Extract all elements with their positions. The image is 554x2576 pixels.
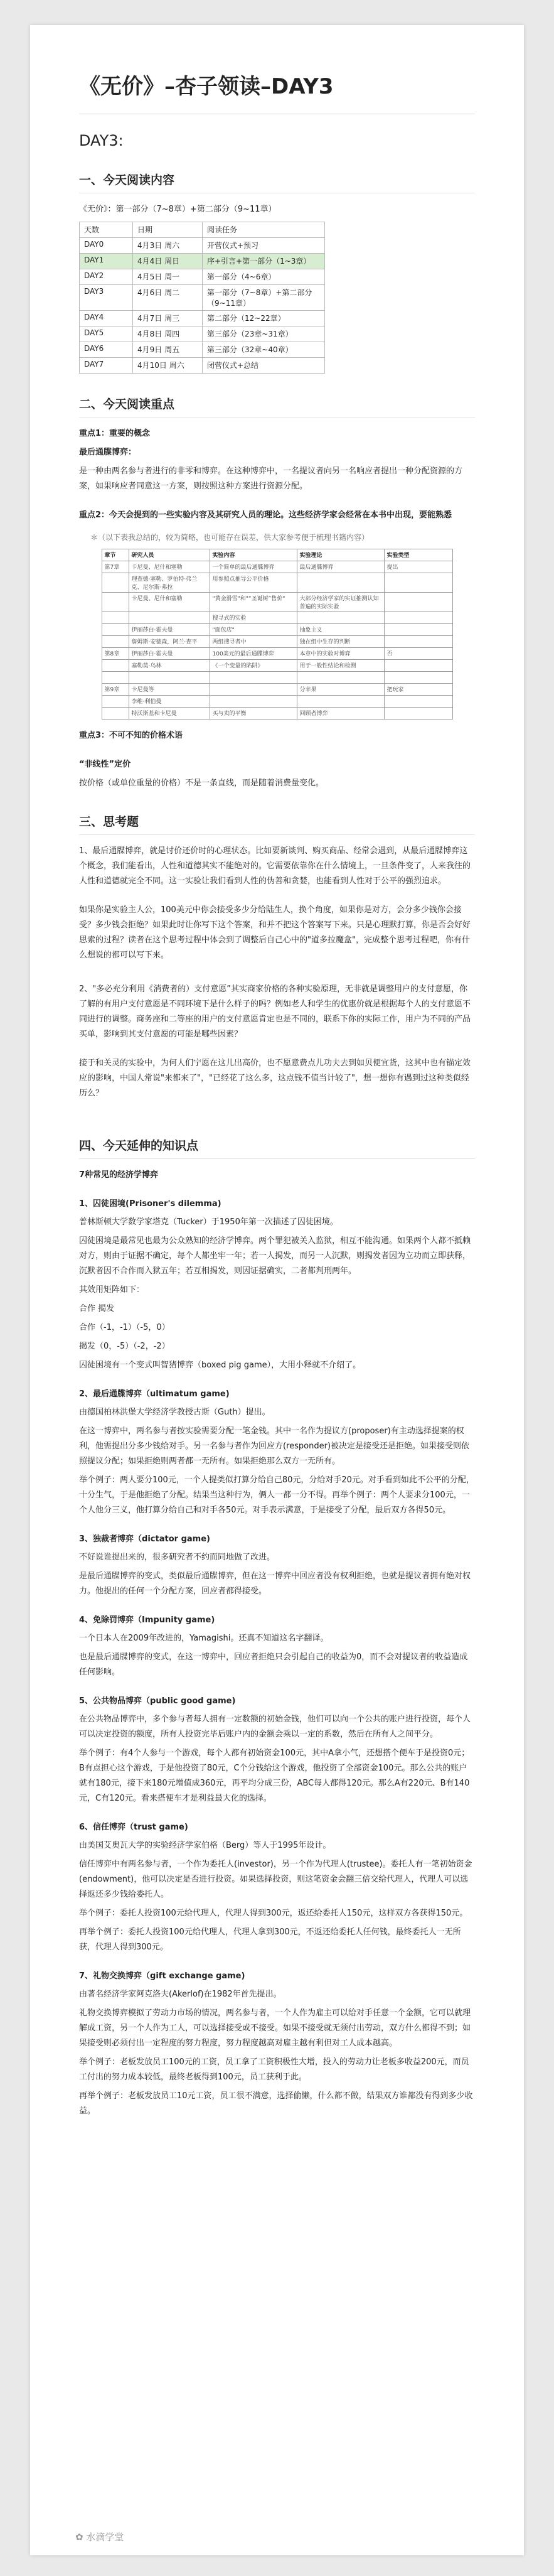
research-table-cell: 提出 bbox=[384, 561, 452, 573]
research-summary-table bbox=[102, 549, 453, 719]
row-task: 第三部分（23章~31章） bbox=[203, 326, 325, 342]
header-cell-task: 阅读任务 bbox=[203, 222, 325, 238]
research-table-cell: 理查德·塞勒、罗伯特·弗兰克、尼尔斯·弗拉 bbox=[129, 573, 210, 593]
header-cell-day: 天数 bbox=[80, 222, 133, 238]
focus-point-3-term: “非线性”定价 bbox=[79, 760, 131, 769]
research-table-cell bbox=[384, 636, 452, 648]
research-table-cell: 伊丽莎白·霍夫曼 bbox=[129, 648, 210, 660]
game-paragraph: 举个例子：有4个人参与一个游戏，每个人都有初始资金100元，其中A拿小气，还想搭个便车于是投资0元；B有点担心这个游戏，于是他投资了80元，C个分钱给这个游戏，他投资了全部资金100元。那么公共的账户就有180元，接下来180元增值成360元，再平均分成三份，ABC每人都得120元。那么A有220元、B有140元，C有120元。看来搭便车才是利益最大化的选择。 bbox=[79, 1749, 470, 1803]
research-table-row bbox=[102, 708, 452, 719]
page-title: 《无价》–杏子领读–DAY3 bbox=[79, 74, 334, 99]
research-table-cell bbox=[297, 696, 384, 708]
game-paragraph: 揭发（0，-5）（-2，-2） bbox=[79, 1342, 170, 1351]
game-item bbox=[79, 1969, 475, 2119]
focus-point-1-text: 是一种由两名参与者进行的非零和博弈。在这种博弈中，一名提议者向另一名响应者提出一种分配资源的方案，如果响应者同意这一方案，则按照这种方案进行资源分配。 bbox=[79, 466, 463, 491]
game-paragraph: 也是最后通牒博弈的变式，在这一博弈中，回应者拒绝只会引起自己的收益为0，而不会对提议者的收益造成任何影响。 bbox=[79, 1652, 468, 1677]
row-date: 4月9日 周五 bbox=[133, 342, 203, 358]
focus-point-1-label: 重点1：重要的概念 bbox=[79, 429, 151, 438]
row-day: DAY1 bbox=[80, 254, 133, 269]
research-table-row bbox=[102, 648, 452, 660]
game-paragraph: 一个日本人在2009年改进的，Yamagishi。还真不知道这名字翻译。 bbox=[79, 1634, 329, 1643]
research-table-cell: 卡尼曼、尼什和塞勒 bbox=[129, 593, 210, 612]
research-table-cell bbox=[384, 708, 452, 719]
game-paragraph: 举个例子：委托人投资100元给代理人，代理人得到300元，返还给委托人150元，这样双方各获得150元。 bbox=[79, 1909, 468, 1918]
game-paragraph: 合作（-1，-1）（-5，0） bbox=[79, 1323, 170, 1332]
research-table-cell: 大部分经济学家的实证推测认知普遍的实际实验 bbox=[297, 593, 384, 612]
game-title: 7、礼物交换博弈（gift exchange game) bbox=[79, 1971, 245, 1981]
game-paragraph: 囚徒困境是最常见也最为公众熟知的经济学博弈。两个罪犯被关入监狱，相互不能沟通。如果两个人都不抵赖对方，则由于证据不确定，每个人都坐牢一年；若一人揭发，而另一人沉默，则揭发者因为立功而立即获释，沉默者因不合作而入狱五年；若互相揭发，则因证据确实，二者都判刑两年。 bbox=[79, 1236, 471, 1276]
schedule-table bbox=[79, 222, 325, 374]
game-paragraph: 是最后通牒博弈的变式，类似最后通牒博弈，但在这一博弈中回应者没有权利拒绝，也就是提议者拥有绝对权力。他提出的任何一个分配方案，回应者都得接受。 bbox=[79, 1571, 471, 1596]
research-table-cell bbox=[210, 684, 297, 696]
row-task: 第一部分（4~6章） bbox=[203, 269, 325, 285]
research-table-cell: 伊丽莎白·霍夫曼 bbox=[129, 624, 210, 636]
row-day: DAY3 bbox=[80, 285, 133, 311]
research-table-cell: 用于一般性结论和检测 bbox=[297, 660, 384, 672]
research-table-row bbox=[102, 624, 452, 636]
research-table-cell bbox=[102, 672, 129, 684]
research-table-cell: 第8章 bbox=[102, 648, 129, 660]
game-paragraph: 由著名经济学家阿克洛夫(Akerlof)在1982年首先提出。 bbox=[79, 1990, 282, 1999]
game-item bbox=[79, 1197, 475, 1373]
research-table-cell: 买与卖的平衡 bbox=[210, 708, 297, 719]
focus-point-1-sub: 最后通牒博弈： bbox=[79, 448, 137, 457]
research-table-cell bbox=[384, 612, 452, 624]
research-table-row bbox=[102, 636, 452, 648]
research-table-cell bbox=[129, 612, 210, 624]
schedule-row bbox=[80, 326, 325, 342]
question-1: 1、最后通牒博弈，就是讨价还价时的心理状态。比如要新谈判、购买商品、经常会遇到，从最后通牒博弈这个概念，我们能看出，人性和道德其实不能绝对的。它需要依靠你在什么情境上，一旦条件变了，人来我往的人性和道德就完全不同。这一实验让我们看到人性的伪善和贪婪，也能看到人性对于公平的强烈追求。 bbox=[79, 846, 471, 886]
research-table-cell bbox=[129, 672, 210, 684]
row-day: DAY7 bbox=[80, 358, 133, 374]
research-table-cell bbox=[102, 612, 129, 624]
game-title: 3、独裁者博弈（dictator game) bbox=[79, 1534, 210, 1544]
research-table-cell: 一个简单的最后通牒博弈 bbox=[210, 561, 297, 573]
research-table-cell: 李维·利伯曼 bbox=[129, 696, 210, 708]
research-table-cell bbox=[384, 593, 452, 612]
game-title: 5、公共物品博弈（public good game) bbox=[79, 1696, 236, 1706]
research-table-cell: 卡尼曼、尼什和塞勒 bbox=[129, 561, 210, 573]
header-cell-date: 日期 bbox=[133, 222, 203, 238]
research-table-row bbox=[102, 573, 452, 593]
question-2: 2、"多必充分利用《消费者的）支付意愿”其实商家价格的各种实验原理，无非就是调整用户的支付意愿，你了解的有用户支付意愿是不同环境下是什么样子的吗？例如老人和学生的优惠价就是根据每个人的支付意愿不同进行的调整。商务座和二等座的用户的支付意愿肯定也是不同的，联系下你的实际工作，用户为不同的产品买单，影响到其支付意愿的可能是哪些因素？ bbox=[79, 984, 471, 1039]
game-item bbox=[79, 1820, 475, 1955]
grid-header-type: 实验类型 bbox=[384, 549, 452, 561]
research-table-cell: 卡尼曼等 bbox=[129, 684, 210, 696]
row-day: DAY0 bbox=[80, 238, 133, 254]
schedule-row bbox=[80, 238, 325, 254]
game-paragraph: 普林斯顿大学数学家塔克（Tucker）于1950年第一次描述了囚徒困境。 bbox=[79, 1217, 338, 1227]
game-paragraph: 举个例子：两人要分100元，一个人提类似打算分给自己80元，分给对手20元。对手看到如此不公平的分配，十分生气，于是他拒绝了分配。结果当这种行为，俩人一都一分不得。再举个例子：两个人要求分100元，一个人他分三义，他打算分给自己和对手各50元。对手表示满意，于是接受了分配，最后双方各得50元。 bbox=[79, 1475, 474, 1515]
schedule-row-highlighted bbox=[80, 254, 325, 269]
game-item bbox=[79, 1387, 475, 1518]
research-table-cell bbox=[384, 696, 452, 708]
research-table-cell bbox=[102, 593, 129, 612]
row-day: DAY4 bbox=[80, 311, 133, 326]
watermark-logo: ✿ 水滴学堂 bbox=[75, 2531, 124, 2543]
research-table-cell: 特沃斯基和卡尼曼 bbox=[129, 708, 210, 719]
game-paragraph: 举个例子：老板发放员工100元的工资，员工拿了工资积极性大增，投入的劳动力让老板多收益200元，而员工付出的努力成本较低，最终老板得到100元，员工获利于此。 bbox=[79, 2057, 469, 2082]
game-paragraph: 礼物交换博弈模拟了劳动力市场的情况，两名参与者，一个人作为雇主可以给对手任意一个金额，它可以就理解成工资，另一个人作为工人，可以选择接受或不接受。如果不接受就无须付出劳动，双方什么都得不到；如果接受则必须付出一定程度的努力程度，努力程度越高对雇主越有利但对工人成本越高。 bbox=[79, 2008, 471, 2048]
research-table-cell: 搜寻式的实验 bbox=[210, 612, 297, 624]
game-paragraph: 在这一博弈中，两名参与者按实验需要分配一笔金钱。其中一名作为提议方(proposer)有主动选择提案的权利，他需提出分多少钱给对手。另一名参与者作为回应方(responder)被决定是接受还是拒绝。如果接受则依照提议分配；如果拒绝则两者都一无所有。如果拒绝那么双方一无所有。 bbox=[79, 1426, 470, 1466]
research-table-cell bbox=[102, 636, 129, 648]
research-table-cell bbox=[384, 573, 452, 593]
research-table-cell bbox=[384, 660, 452, 672]
research-table-cell: 否 bbox=[384, 648, 452, 660]
research-table-cell bbox=[102, 696, 129, 708]
question-2-followup: 接于和关灵的实验中，为何人们宁愿在这儿出高价，也不愿意费点儿功夫去到如贝便宜货，这其中也有锚定效应的影响，中国人常说"来都来了"，"已经花了这么多，这点钱不值当计较了"，想一想你有遇到过这种类似经历么？ bbox=[79, 1059, 471, 1098]
game-paragraph: 信任博弈中有两名参与者，一个作为委托人(investor)，另一个作为代理人(trustee)。委托人有一笔初始资金(endowment)，他可以决定是否进行投资。如果选择投资，则这笔资金会翻三倍交给代理人，代理人可以选择返还多少钱给委托人。 bbox=[79, 1860, 472, 1899]
focus-point-3-label: 重点3：不可不知的价格术语 bbox=[79, 731, 183, 740]
grid-header-theory: 实验理论 bbox=[297, 549, 384, 561]
row-task: 第一部分（7~8章）+第二部分（9~11章） bbox=[203, 285, 325, 311]
schedule-row bbox=[80, 358, 325, 374]
row-date: 4月8日 周四 bbox=[133, 326, 203, 342]
research-table-cell bbox=[102, 573, 129, 593]
day-heading: DAY3: bbox=[79, 132, 124, 149]
research-table-cell: 把玩家 bbox=[384, 684, 452, 696]
focus-point-3-text: 按价格（或单位重量的价格）不是一条直线，而是随着消费量变化。 bbox=[79, 779, 324, 788]
game-title: 4、免除罚博弈（Impunity game) bbox=[79, 1615, 215, 1625]
research-table-cell bbox=[210, 672, 297, 684]
row-date: 4月7日 周三 bbox=[133, 311, 203, 326]
row-task: 第三部分（32章~40章） bbox=[203, 342, 325, 358]
game-paragraph: 在公共物品博弈中，多个参与者每人拥有一定数额的初始金钱，他们可以向一个公共的账户进行投资，每个人可以决定投资的额度，所有人投资完毕后账户内的金额会乘以一定的系数，然后在所有人之间平分。 bbox=[79, 1715, 471, 1739]
row-day: DAY2 bbox=[80, 269, 133, 285]
game-paragraph: 再举个例子：委托人投资100元给代理人，代理人拿到300元，不返还给委托人任何钱，最终委托人一无所获，代理人得到300元。 bbox=[79, 1927, 461, 1952]
research-table-cell: 詹姆斯·安德森，阿兰·查平 bbox=[129, 636, 210, 648]
research-table-cell bbox=[210, 696, 297, 708]
row-date: 4月5日 周一 bbox=[133, 269, 203, 285]
game-item bbox=[79, 1613, 475, 1680]
row-task: 闭营仪式+总结 bbox=[203, 358, 325, 374]
research-table-header bbox=[102, 549, 452, 561]
research-table-cell bbox=[384, 672, 452, 684]
games-subtitle: 7种常见的经济学博弈 bbox=[79, 1170, 159, 1180]
game-paragraph: 囚徒困境有一个变式叫智猪博弈（boxed pig game），大用小释就不介绍了。 bbox=[79, 1361, 361, 1370]
reading-scope: 《无价》：第一部分（7~8章）+第二部分（9~11章） bbox=[79, 205, 277, 214]
game-title: 1、囚徒困境(Prisoner's dilemma) bbox=[79, 1199, 221, 1209]
research-table-cell bbox=[297, 573, 384, 593]
row-date: 4月10日 周六 bbox=[133, 358, 203, 374]
research-table-cell: 用参照点推导公平价格 bbox=[210, 573, 297, 593]
game-paragraph: 由德国柏林洪堡大学经济学教授古斯（Guth）提出。 bbox=[79, 1408, 270, 1417]
games-list bbox=[79, 1197, 475, 2119]
row-date: 4月6日 周二 bbox=[133, 285, 203, 311]
schedule-row bbox=[80, 311, 325, 326]
research-table-row bbox=[102, 672, 452, 684]
row-task: 第二部分（12~22章） bbox=[203, 311, 325, 326]
research-table-cell bbox=[102, 660, 129, 672]
game-title: 2、最后通牒博弈（ultimatum game) bbox=[79, 1389, 230, 1399]
research-table-cell bbox=[102, 708, 129, 719]
game-paragraph: 合作 揭发 bbox=[79, 1304, 115, 1313]
schedule-row bbox=[80, 285, 325, 311]
row-day: DAY5 bbox=[80, 326, 133, 342]
research-table-row bbox=[102, 561, 452, 573]
schedule-row bbox=[80, 342, 325, 358]
section-reading-content-heading: 一、今天阅读内容 bbox=[79, 171, 475, 193]
research-table-cell: "面包店" bbox=[210, 624, 297, 636]
research-table-cell: 100美元的最后通牒博弈 bbox=[210, 648, 297, 660]
research-table-row bbox=[102, 684, 452, 696]
game-item bbox=[79, 1694, 475, 1806]
research-table-cell: "黄金滑雪"和"“圣诞树”售价" bbox=[210, 593, 297, 612]
question-1-followup: 如果你是实验主人公，100美元中你会接受多少分给陆生人，换个角度，如果你是对方，会分多少钱你会接受？多少钱会拒绝？如果此时让你写下这个答案，和并不把这个答案写下来。只是心理默打算，你是否会好好思索的过程？读者在这个思考过程中体会到了调整后自己心中的"道多拉魔盒"，完成整个思考过程吧，你有什么想说的都可以写下来。 bbox=[79, 905, 471, 960]
research-table-cell bbox=[384, 624, 452, 636]
row-task: 开营仪式+预习 bbox=[203, 238, 325, 254]
research-table-row bbox=[102, 660, 452, 672]
research-table-row bbox=[102, 593, 452, 612]
schedule-header-row bbox=[80, 222, 325, 238]
research-table-cell: 第7章 bbox=[102, 561, 129, 573]
focus-point-2-label: 重点2：今天会提到的一些实验内容及其研究人员的理论。这些经济学家会经常在本书中出现，要能熟悉 bbox=[79, 510, 452, 520]
research-table-cell bbox=[297, 612, 384, 624]
document-page bbox=[30, 25, 524, 2555]
row-date: 4月3日 周六 bbox=[133, 238, 203, 254]
row-task: 序+引言+第一部分（1~3章） bbox=[203, 254, 325, 269]
row-day: DAY6 bbox=[80, 342, 133, 358]
grid-header-experiment: 实验内容 bbox=[210, 549, 297, 561]
research-table-cell: 独在组中生存的判断 bbox=[297, 636, 384, 648]
focus-point-2-note: ＊（以下表我总结的，较为简略，也可能存在误差，供大家参考便于梳理书籍内容） bbox=[90, 533, 370, 542]
research-table-row bbox=[102, 612, 452, 624]
research-table-cell: 第9章 bbox=[102, 684, 129, 696]
research-table-cell: 回顾者博弈 bbox=[297, 708, 384, 719]
game-title: 6、信任博弈（trust game) bbox=[79, 1823, 188, 1832]
research-table-cell: 《一个变量的陷阱》 bbox=[210, 660, 297, 672]
grid-header-researcher: 研究人员 bbox=[129, 549, 210, 561]
section-reading-focus-heading: 二、今天阅读重点 bbox=[79, 395, 475, 418]
game-paragraph: 不好说谁提出来的，很多研究者不约而同地做了改进。 bbox=[79, 1553, 275, 1562]
research-table-cell: 最后通牒博弈 bbox=[297, 561, 384, 573]
research-table-row bbox=[102, 696, 452, 708]
research-table-cell: 塞勒莫·乌林 bbox=[129, 660, 210, 672]
research-table-cell bbox=[102, 624, 129, 636]
row-date: 4月4日 周日 bbox=[133, 254, 203, 269]
research-table-cell: 本章中的实验对博弈 bbox=[297, 648, 384, 660]
schedule-row bbox=[80, 269, 325, 285]
game-paragraph: 再举个例子：老板发放员工10元工资，员工很不满意，选择偷懒，什么都不做，结果双方谁都没有得到多少收益。 bbox=[79, 2091, 473, 2116]
research-table-cell bbox=[297, 672, 384, 684]
grid-header-chapter: 章节 bbox=[102, 549, 129, 561]
research-table-cell: 抽象主义 bbox=[297, 624, 384, 636]
game-item bbox=[79, 1532, 475, 1599]
research-table-cell: 两组搜寻者中 bbox=[210, 636, 297, 648]
section-questions-heading: 三、思考题 bbox=[79, 812, 475, 835]
game-paragraph: 其效用矩阵如下： bbox=[79, 1285, 145, 1295]
game-paragraph: 由美国艾奥瓦大学的实验经济学家伯格（Berg）等人于1995年设计。 bbox=[79, 1841, 331, 1850]
research-table-cell: 分苹果 bbox=[297, 684, 384, 696]
section-extended-knowledge-heading: 四、今天延伸的知识点 bbox=[79, 1136, 475, 1159]
